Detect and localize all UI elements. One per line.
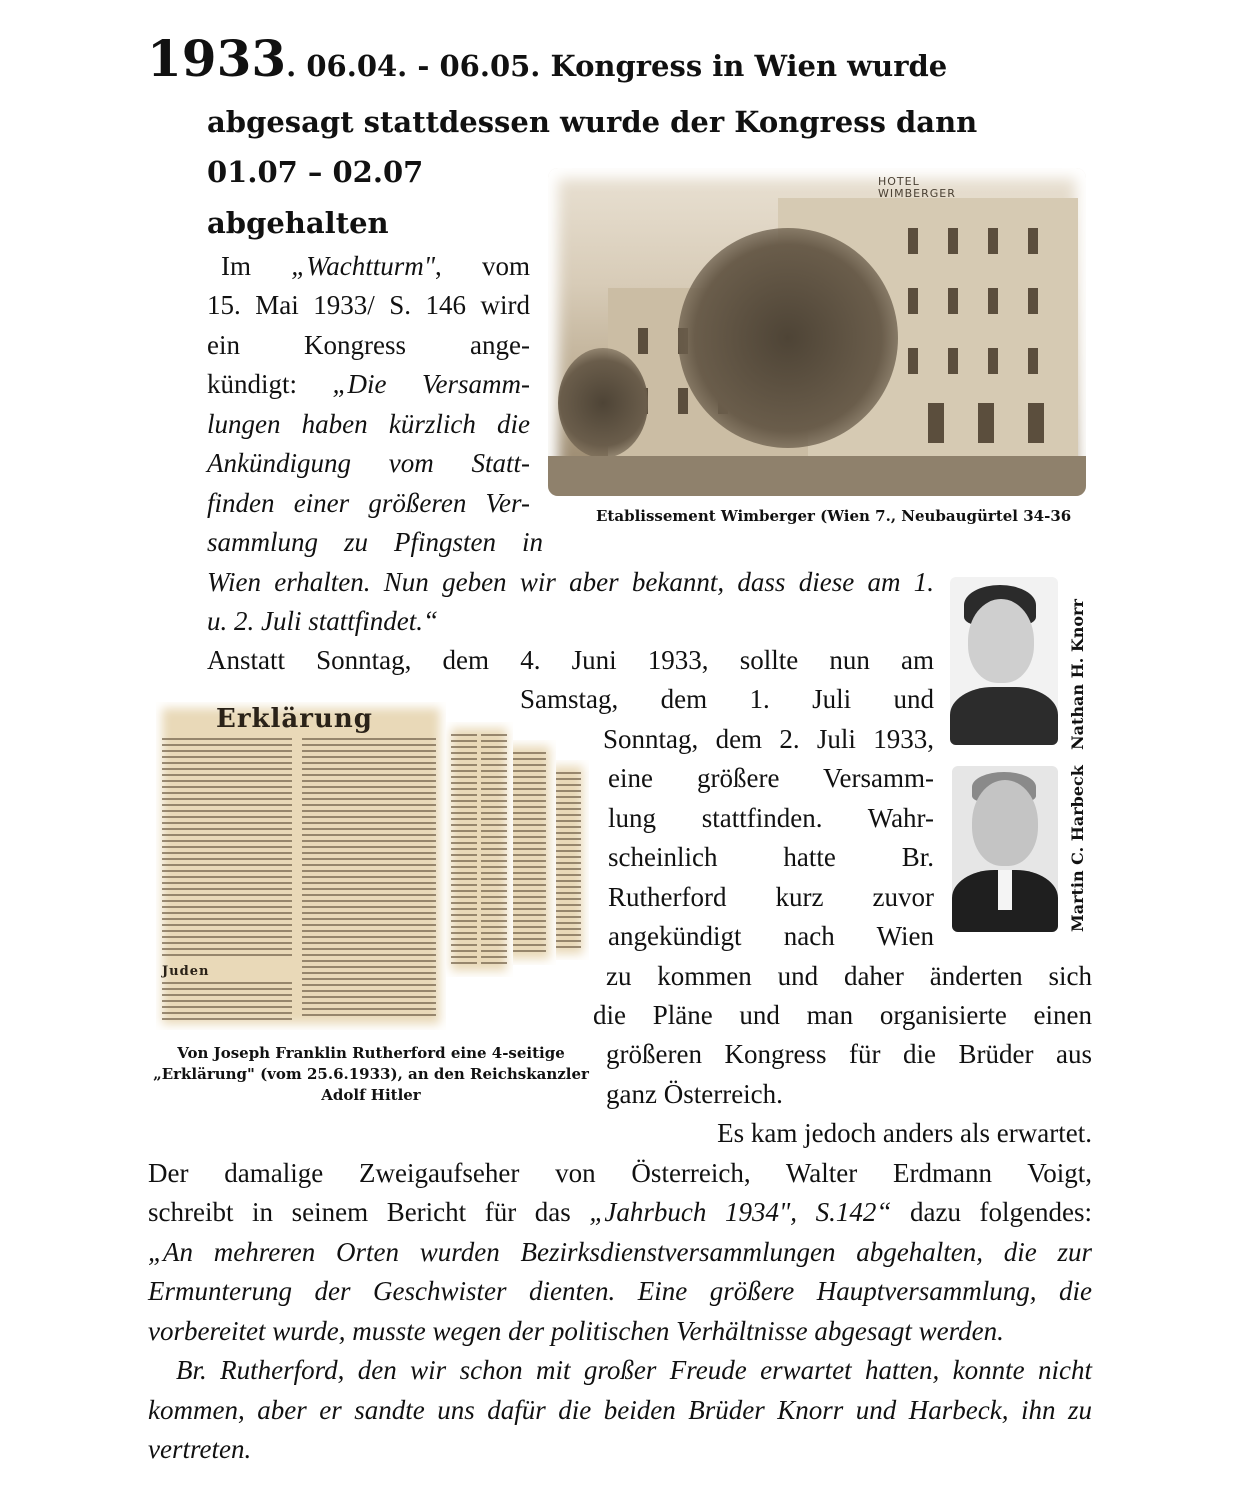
heading-year: 1933 (147, 29, 287, 88)
p4-line: vertreten. (148, 1434, 252, 1464)
p1-line: 15. Mai 1933/ S. 146 wird (207, 290, 530, 320)
p2-line: die Pläne und man organisierte einen (593, 1000, 1092, 1030)
p1-line: Ankündigung vom Statt- (207, 448, 530, 478)
p4-line: kommen, aber er sandte uns dafür die beiden Brüder Knorr und Harbeck, ihn zu (148, 1395, 1092, 1425)
p3-line: schreibt in seinem Bericht für das „Jahrbuch 1934", S.142“ dazu folgendes: (148, 1197, 1092, 1227)
p1-line: kündigt: „Die Versamm- (207, 369, 530, 399)
p3-line: „An mehreren Orten wurden Bezirksdienstversammlungen abgehalten, die zur (148, 1237, 1092, 1267)
p2-line: Anstatt Sonntag, dem 4. Juni 1933, sollte nun am (207, 645, 934, 675)
p3-line: Der damalige Zweigaufseher von Österreich, Walter Erdmann Voigt, (148, 1158, 1092, 1188)
p4-line: Br. Rutherford, den wir schon mit großer Freude erwartet hatten, konnte nicht (176, 1355, 1092, 1385)
document-title: Erklärung (216, 704, 373, 734)
hotel-photo-caption: Etablissement Wimberger (Wien 7., Neubaugürtel 34-36 (596, 507, 1072, 525)
heading-line-3: 01.07 – 02.07 (207, 155, 424, 189)
hotel-sign-text: HOTEL WIMBERGER (878, 175, 956, 200)
document-subtitle: Juden (162, 964, 210, 979)
heading-dates-title: . 06.04. - 06.05. Kongress in Wien wurde (286, 49, 948, 83)
p1-line: sammlung zu Pfingsten in (207, 527, 543, 557)
p2-line: Rutherford kurz zuvor (608, 882, 934, 912)
p3-line: Ermunterung der Geschwister dienten. Eine größere Hauptversammlung, die (148, 1276, 1092, 1306)
harbeck-label: Martin C. Harbeck (1068, 765, 1087, 932)
document-page-1 (156, 702, 446, 1030)
heading-line-1 (147, 30, 947, 95)
heading-line-2: abgesagt stattdessen wurde der Kongress dann (207, 105, 978, 139)
p2-line: scheinlich hatte Br. (608, 842, 934, 872)
p2-line: ganz Österreich. (606, 1079, 783, 1109)
p1-line: u. 2. Juli stattfindet.“ (207, 606, 439, 636)
knorr-portrait (950, 577, 1058, 745)
p2-line: Samstag, dem 1. Juli und (520, 684, 934, 714)
p3-line: vorbereitet wurde, musste wegen der politischen Verhältnisse abgesagt werden. (148, 1316, 1004, 1346)
p2-line: größeren Kongress für die Brüder aus (606, 1039, 1092, 1069)
p2-line: zu kommen und daher änderten sich (606, 961, 1092, 991)
p2-line: lung stattfinden. Wahr- (608, 803, 934, 833)
p1-line: Im „Wachtturm", vom (221, 251, 530, 281)
document-page-2 (445, 722, 513, 977)
p1-line: Wien erhalten. Nun geben wir aber bekannt, dass diese am 1. (207, 567, 934, 597)
knorr-label: Nathan H. Knorr (1068, 599, 1087, 750)
p2-line: eine größere Versamm- (608, 763, 934, 793)
document-caption: Von Joseph Franklin Rutherford eine 4-seitige „Erklärung" (vom 25.6.1933), an den Reichskanzler Adolf Hitler (153, 1044, 589, 1104)
hotel-wimberger-photo (548, 168, 1086, 496)
p1-line: lungen haben kürzlich die (207, 409, 530, 439)
p1-line: finden einer größeren Ver- (207, 488, 530, 518)
heading-line-4: abgehalten (207, 206, 389, 240)
p2-line: Sonntag, dem 2. Juli 1933, (603, 724, 934, 754)
harbeck-portrait (952, 766, 1058, 932)
p1-line: ein Kongress ange- (207, 330, 530, 360)
p2-line: angekündigt nach Wien (608, 921, 934, 951)
p3-line: Es kam jedoch anders als erwartet. (717, 1118, 1092, 1148)
